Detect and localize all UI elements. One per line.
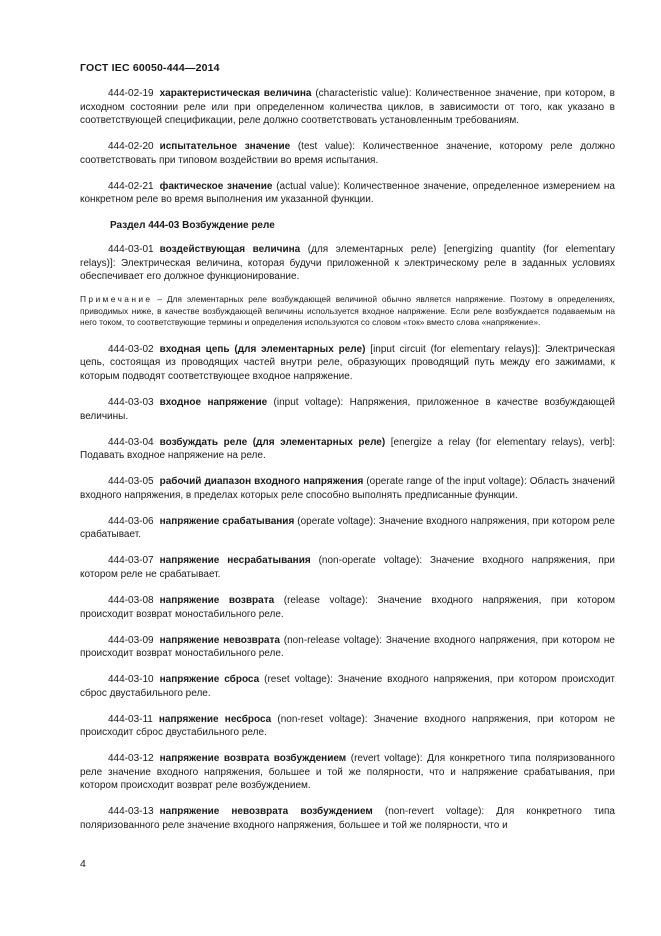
entry-term: напряжение сброса xyxy=(159,674,260,686)
entry-definition: (reset voltage): Значение входного напряжения, при котором происходит сброс двустабильного реле. xyxy=(80,674,615,699)
entry-term: напряжение возврата возбуждением xyxy=(159,753,347,765)
entry-444-03-03 xyxy=(80,396,615,423)
page-number: 4 xyxy=(80,858,86,870)
entry-definition: (non-reset voltage): Значение входного напряжения, при котором не происходит сброс двустабильного реле. xyxy=(80,713,616,739)
entry-444-02-19 xyxy=(80,87,615,128)
entry-term: входная цепь (для элементарных реле) xyxy=(159,343,366,355)
entry-number: 444-02-19 xyxy=(108,88,154,99)
entry-number: 444-03-06 xyxy=(108,515,154,527)
entry-definition: [energize a relay (for elementary relays), verb]: Подавать входное напряжение на реле. xyxy=(80,436,615,462)
entry-444-03-09 xyxy=(80,634,615,661)
entry-definition: (input voltage): Напряжения, приложенное в качестве возбуждающей величины. xyxy=(80,397,615,422)
entry-444-03-01 xyxy=(80,243,615,284)
entry-444-02-20 xyxy=(80,140,615,167)
entry-term: возбуждать реле (для элементарных реле) xyxy=(159,436,386,448)
entry-number: 444-03-13 xyxy=(108,806,154,818)
entry-number: 444-02-20 xyxy=(108,141,154,153)
entry-definition: (non-revert voltage): Для конкретного типа поляризованного реле значение входного напряжения, большее и той же полярности, что и xyxy=(80,806,615,832)
entry-number: 444-03-02 xyxy=(108,343,154,355)
entry-number: 444-03-09 xyxy=(108,634,154,646)
entry-definition: [input circuit (for elementary relays)]: Электрическая цепь, состоящая из проводящих частей внутри реле, образующих проводящий путь между его зажимами, к которым подводят соответствующее входное напряжение. xyxy=(80,343,616,383)
entry-term: рабочий диапазон входного напряжения xyxy=(159,476,364,488)
entry-444-03-06 xyxy=(80,515,615,542)
entry-term: напряжение несброса xyxy=(158,713,272,725)
entry-number: 444-03-11 xyxy=(108,713,153,725)
entry-444-03-07 xyxy=(80,554,615,581)
entry-definition: (revert voltage): Для конкретного типа поляризованного реле значение входного напряжения, большее и той же полярности, что и напряжение срабатывания, при котором происходит возврат реле возбуждением. xyxy=(80,753,615,792)
entry-number: 444-03-08 xyxy=(108,594,154,606)
entry-definition: (release voltage): Значение входного напряжения, при котором происходит возврат моностабильного реле. xyxy=(80,594,616,620)
entry-number: 444-03-10 xyxy=(108,674,154,686)
entry-definition: (non-release voltage): Значение входного напряжения, при котором не происходит возврат моностабильного реле. xyxy=(80,634,615,660)
entry-number: 444-03-04 xyxy=(108,436,154,448)
note xyxy=(80,294,615,329)
entry-term: входное напряжение xyxy=(159,397,268,409)
entry-definition: (operate range of the input voltage): Область значений входного напряжения, в пределах которых реле способно выполнять предписанные функции. xyxy=(80,476,615,501)
entry-term: характеристическая величина xyxy=(159,88,312,99)
entry-definition: (non-operate voltage): Значение входного напряжения, при котором реле не срабатывает. xyxy=(80,555,615,580)
document-body xyxy=(80,87,615,845)
entry-definition: (test value): Количественное значение, которому реле должно соответствовать при типовом воздействии во время испытания. xyxy=(80,141,615,166)
entry-444-03-02 xyxy=(80,343,615,384)
entry-444-03-13 xyxy=(80,805,615,832)
entry-444-03-04 xyxy=(80,436,615,463)
entry-term: напряжение несрабатывания xyxy=(159,555,311,567)
entry-definition: (characteristic value): Количественное значение, при котором, в исходном состоянии реле или при определенном количества циклов, в зависимости от того, как указано в соответствующей спецификации, реле должно соответствовать установленным требованиям. xyxy=(80,88,615,127)
entry-number: 444-03-12 xyxy=(108,753,154,765)
entry-definition: (operate voltage): Значение входного напряжения, при котором реле срабатывает. xyxy=(80,515,615,541)
entry-number: 444-03-01 xyxy=(108,243,154,255)
entry-444-03-12 xyxy=(80,752,615,793)
entry-number: 444-02-21 xyxy=(108,180,154,192)
entry-number: 444-03-03 xyxy=(108,397,154,409)
page-header: ГОСТ IEC 60050-444—2014 xyxy=(80,62,220,74)
entry-definition: (actual value): Количественное значение, определенное измерением на конкретном реле во время выполнения им указанной функции. xyxy=(80,180,615,206)
note-label: Примечание xyxy=(80,294,153,305)
note-text: – Для элементарных реле возбуждающей величиной обычно является напряжение. Поэтому в определениях, приводимых ниже, в качестве возбуждающей величины используется входное напряжение. Если реле возбуждается подаваемым на него током, то соответствующие термины и определения используются со словом «ток» вместо слова «напряжение». xyxy=(80,294,615,328)
entry-definition: (для элементарных реле) [energizing quantity (for elementary relays)]: Электрическая величина, которая будучи приложенной к электрическому реле в заданных условиях обеспечивает его должное функционирование. xyxy=(80,243,615,283)
section-title: Раздел 444-03 Возбуждение реле xyxy=(110,220,275,232)
entry-444-03-11 xyxy=(80,713,615,740)
entry-term: напряжение срабатывания xyxy=(159,515,295,527)
entry-444-03-08 xyxy=(80,594,615,621)
entry-term: воздействующая величина xyxy=(159,243,301,255)
entry-number: 444-03-05 xyxy=(108,476,154,488)
entry-444-02-21 xyxy=(80,180,615,207)
entry-444-03-05 xyxy=(80,475,615,502)
entry-term: напряжение невозврата xyxy=(159,634,280,646)
entry-number: 444-03-07 xyxy=(108,555,154,567)
entry-term: напряжение возврата xyxy=(159,594,275,606)
entry-term: напряжение невозврата возбуждением xyxy=(159,806,373,818)
entry-term: фактическое значение xyxy=(159,180,273,192)
entry-term: испытательное значение xyxy=(159,141,291,153)
entry-444-03-10 xyxy=(80,673,615,700)
